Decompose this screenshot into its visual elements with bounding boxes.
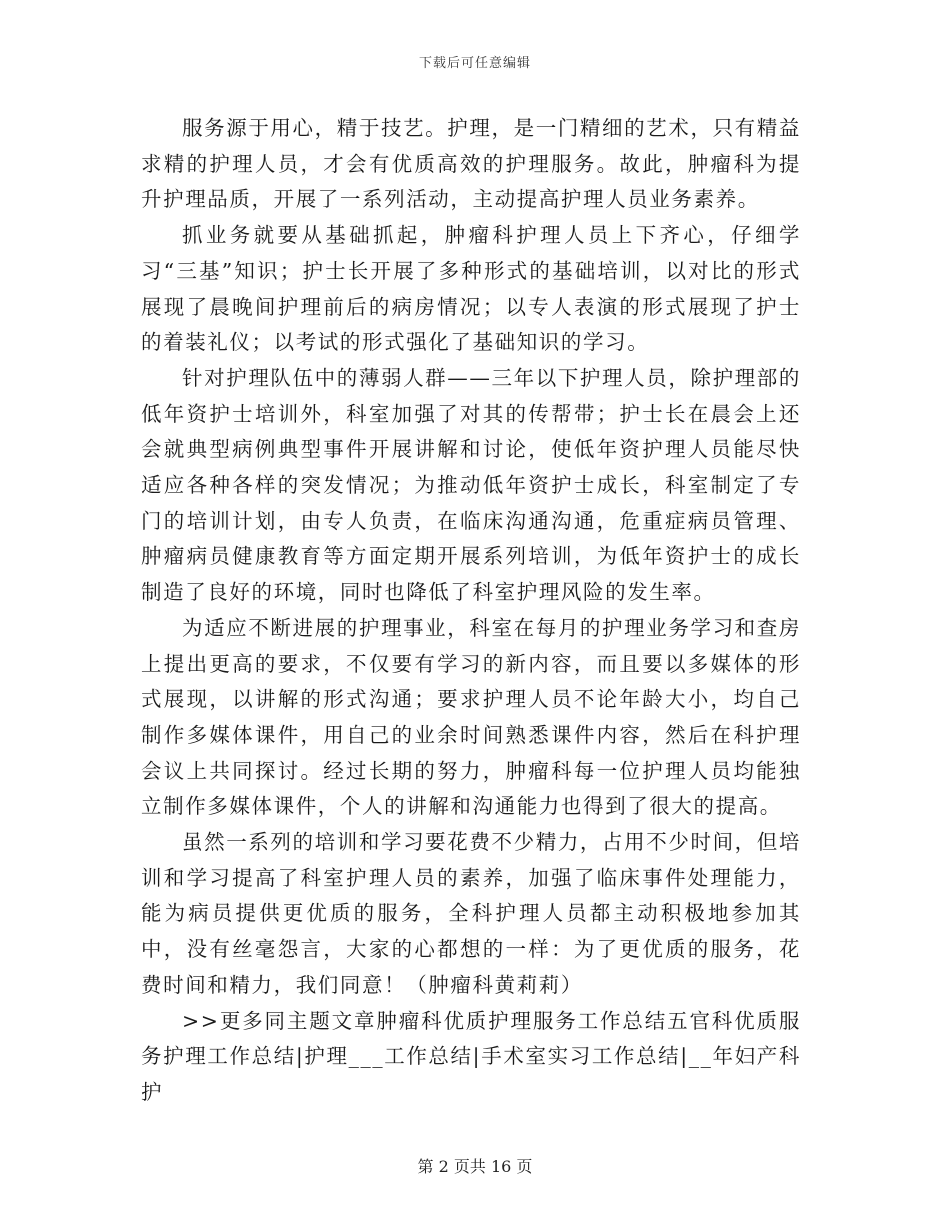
page-number: 第 2 页共 16 页 <box>417 1157 533 1176</box>
paragraph-basic-training: 抓业务就要从基础抓起，肿瘤科护理人员上下齐心，仔细学习“三基”知识；护士长开展了多种形式的基础培训，以对比的形式展现了晨晚间护理前后的病房情况；以专人表演的形式展现了护士的着装礼仪；以考试的形式强化了基础知识的学习。 <box>141 223 801 355</box>
document-body <box>141 111 801 1111</box>
paragraph-junior-nurses: 针对护理队伍中的薄弱人群——三年以下护理人员，除护理部的低年资护士培训外，科室加强了对其的传帮带；护士长在晨会上还会就典型病例典型事件开展讲解和讨论，使低年资护理人员能尽快适应各种各样的突发情况；为推动低年资护士成长，科室制定了专门的培训计划，由专人负责，在临床沟通沟通，危重症病员管理、肿瘤病员健康教育等方面定期开展系列培训，为低年资护士的成长制造了良好的环境，同时也降低了科室护理风险的发生率。 <box>141 365 801 605</box>
paragraph-service-intro: 服务源于用心，精于技艺。护理，是一门精细的艺术，只有精益求精的护理人员，才会有优质高效的护理服务。故此，肿瘤科为提升护理品质，开展了一系列活动，主动提高护理人员业务素养。 <box>141 116 801 212</box>
paragraph-multimedia-learning: 为适应不断进展的护理事业，科室在每月的护理业务学习和查房上提出更高的要求，不仅要有学习的新内容，而且要以多媒体的形式展现，以讲解的形式沟通；要求护理人员不论年龄大小，均自己制作多媒体课件，用自己的业余时间熟悉课件内容，然后在科护理会议上共同探讨。经过长期的努力，肿瘤科每一位护理人员均能独立制作多媒体课件，个人的讲解和沟通能力也得到了很大的提高。 <box>141 615 801 819</box>
related-articles-link[interactable]: >>更多同主题文章肿瘤科优质护理服务工作总结五官科优质服务护理工作总结|护理___工作总结|手术室实习工作总结|__年妇产科护 <box>141 1008 801 1104</box>
paragraph-conclusion: 虽然一系列的培训和学习要花费不少精力，占用不少时间，但培训和学习提高了科室护理人员的素养，加强了临床事件处理能力，能为病员提供更优质的服务，全科护理人员都主动积极地参加其中，没有丝毫怨言，大家的心都想的一样：为了更优质的服务，花费时间和精力，我们同意！（肿瘤科黄莉莉） <box>141 830 801 997</box>
page-header-note: 下载后可任意编辑 <box>418 56 531 71</box>
